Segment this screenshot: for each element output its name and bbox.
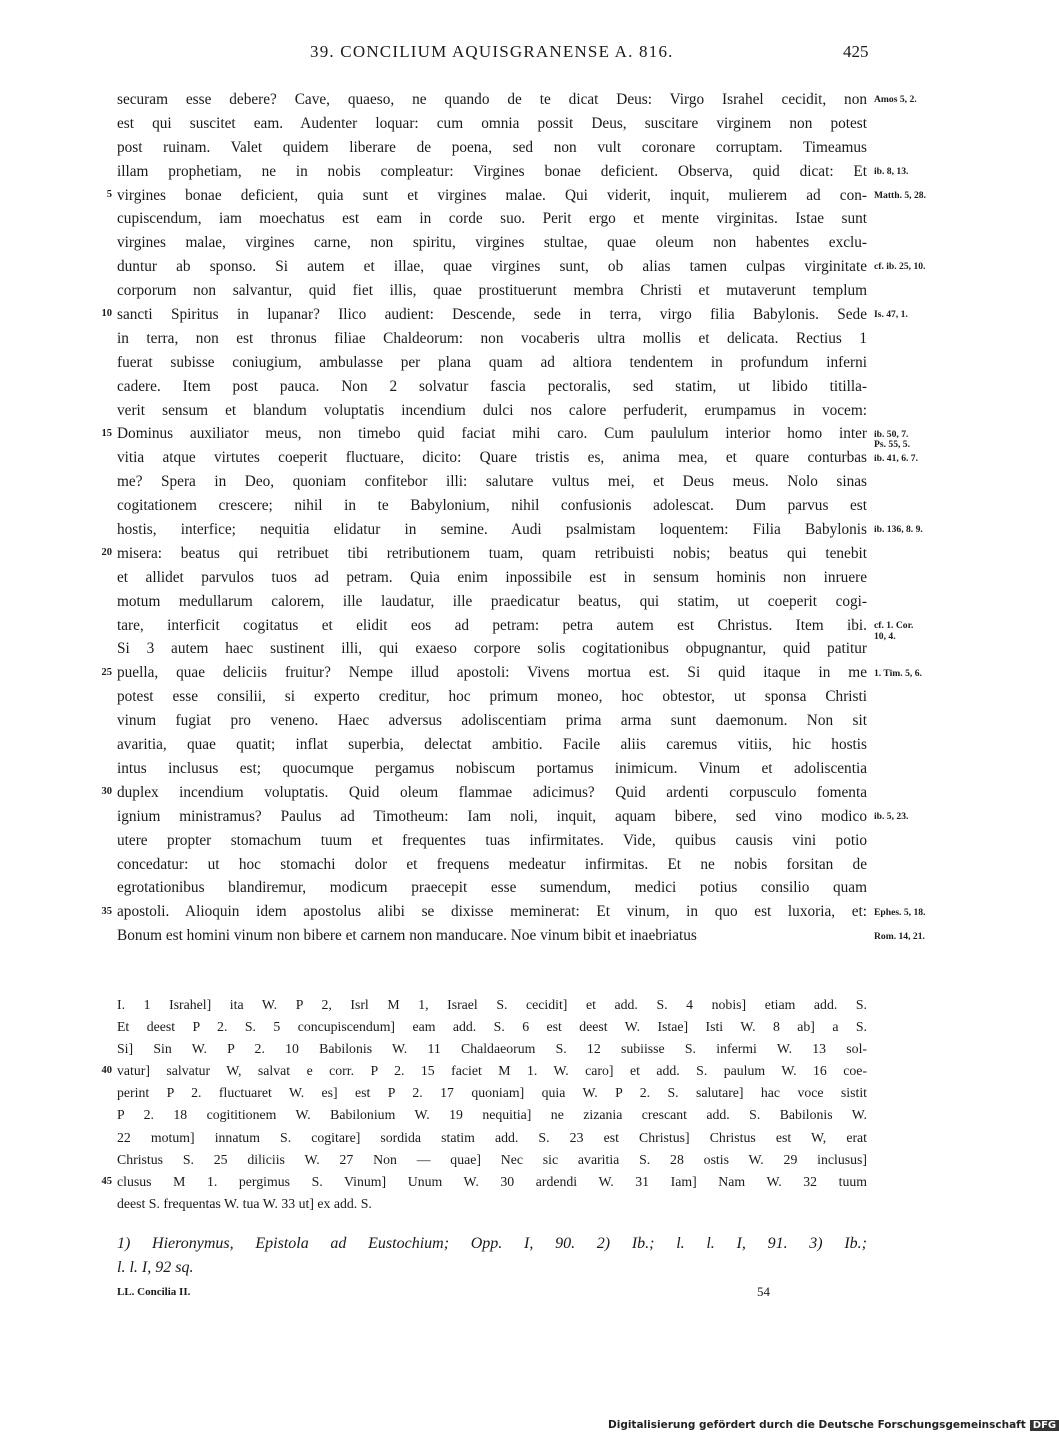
margin-reference: 10, 4. bbox=[874, 630, 896, 642]
line-number: 10 bbox=[101, 308, 112, 320]
line-number: 5 bbox=[106, 188, 112, 200]
apparatus-line: Christus S. 25 diliciis W. 27 Non — quae] Nec sic avaritia S. 28 ostis W. 29 inclusus] bbox=[117, 1151, 867, 1167]
margin-reference: cf. 1. Cor. bbox=[874, 619, 914, 631]
footnotes bbox=[117, 1232, 867, 1280]
text-line: est qui suscitet eam. Audenter loquar: cum omnia possit Deus, suscitare virginem non potest bbox=[117, 114, 867, 132]
text-line: securam esse debere? Cave, quaeso, ne quando de te dicat Deus: Virgo Israhel cecidit, non bbox=[117, 91, 867, 108]
apparatus-line: I. 1 Israhel] ita W. P 2, Isrl M 1, Israel S. cecidit] et add. S. 4 nobis] etiam add. S. bbox=[117, 997, 867, 1012]
apparatus-line: deest S. frequentas W. tua W. 33 ut] ex add. S. bbox=[117, 1195, 372, 1211]
line-number: 40 bbox=[101, 1065, 112, 1077]
critical-apparatus bbox=[117, 994, 867, 1215]
text-line: concedatur: ut hoc stomachi dolor et frequens medeatur infirmitas. Et ne nobis forsitan de bbox=[117, 855, 867, 873]
text-line: Bonum est homini vinum non bibere et carnem non manducare. Noe vinum bibit et inaebriatus bbox=[117, 927, 697, 945]
margin-reference: Matth. 5, 28. bbox=[874, 189, 926, 201]
margin-reference: ib. 50, 7. bbox=[874, 428, 909, 440]
dfg-credit-text: Digitalisierung gefördert durch die Deutsche Forschungsgemeinschaft bbox=[608, 1419, 1026, 1431]
apparatus-line: P 2. 18 cogititionem W. Babilonium W. 19 nequitia] ne zizania crescant add. S. Babilonis W. bbox=[117, 1107, 867, 1123]
dfg-logo: DFG bbox=[1030, 1420, 1059, 1431]
margin-reference: ib. 5, 23. bbox=[874, 811, 909, 822]
margin-reference: ib. 136, 8. 9. bbox=[874, 524, 923, 536]
text-line: verit sensum et blandum voluptatis incendium dulci nos calore perfuderit, erumpamus in vocem: bbox=[117, 401, 867, 419]
apparatus-line: Si] Sin W. P 2. 10 Babilonis W. 11 Chaldaeorum S. 12 subiisse S. infermi W. 13 sol- bbox=[117, 1041, 867, 1057]
text-line: duplex incendium voluptatis. Quid oleum flammae adicimus? Quid ardenti corpusculo fomenta bbox=[117, 783, 867, 801]
text-line: vitia atque virtutes coeperit fluctuare, dicito: Quare tristis es, anima mea, et quare conturbas bbox=[117, 449, 867, 467]
text-line: egrotationibus blandiremur, modicum praecepit esse sumendum, medici potius consilio quam bbox=[117, 879, 867, 897]
collection-signature: LL. Concilia II. bbox=[117, 1286, 191, 1298]
text-line: apostoli. Alioquin idem apostolus alibi se dixisse meminerat: Et vinum, in quo est luxoria, et: bbox=[117, 903, 867, 921]
text-line: me? Spera in Deo, quoniam confitebor illi: salutare vultus mei, et Deus meus. Nolo sinas bbox=[117, 473, 867, 491]
line-number: 20 bbox=[101, 547, 112, 559]
text-line: in terra, non est thronus filiae Chaldeorum: non vocaberis ultra mollis et delicata. Rectius 1 bbox=[117, 329, 867, 347]
text-line: fuerat subisse coniugium, ambulasse per plana quam ad altiora tendentem in profundum inferni bbox=[117, 353, 867, 371]
text-line: illam prophetiam, ne in nobis compleatur: Virgines bonae deficient. Observa, quid dicat: Et bbox=[117, 162, 867, 180]
apparatus-line: clusus M 1. pergimus S. Vinum] Unum W. 30 ardendi W. 31 Iam] Nam W. 32 tuum bbox=[117, 1173, 867, 1189]
margin-reference: Ps. 55, 5. bbox=[874, 439, 910, 451]
text-line: cadere. Item post pauca. Non 2 solvatur fascia pectoralis, sed statim, ut libido titilla- bbox=[117, 377, 867, 395]
text-line: intus inclusus est; quocumque pergamus nobiscum portamus inimicum. Vinum et adoliscentia bbox=[117, 759, 867, 777]
text-line: Dominus auxiliator meus, non timebo quid faciat mihi caro. Cum paululum interior homo inter bbox=[117, 425, 867, 443]
text-line: potest esse consilii, si experto creditur, hoc primum moneo, hoc obtestor, ut sponsa Christi bbox=[117, 688, 867, 706]
running-title: 39. CONCILIUM AQUISGRANENSE A. 816. bbox=[310, 42, 674, 61]
margin-reference: ib. 8, 13. bbox=[874, 165, 909, 177]
text-line: post ruinam. Valet quidem liberare de poena, sed non vult coronare corruptam. Timeamus bbox=[117, 138, 867, 156]
dfg-credit bbox=[608, 1419, 1059, 1431]
margin-reference: 1. Tim. 5, 6. bbox=[874, 667, 922, 679]
text-line: corporum non salvantur, quid fiet illis, quae prostituerunt membra Christi et mutaverunt templum bbox=[117, 282, 867, 300]
text-line: misera: beatus qui retribuet tibi retributionem tuam, quam retribuisti nobis; beatus qui tenebit bbox=[117, 544, 867, 562]
text-line: sancti Spiritus in lupanar? Ilico audient: Descende, sede in terra, virgo filia Babylonis. Sede bbox=[117, 306, 867, 324]
apparatus-line: vatur] salvatur W, salvat e corr. P 2. 15 faciet M 1. W. caro] et add. S. paulum W. 16 coe- bbox=[117, 1063, 867, 1079]
text-line: puella, quae deliciis fruitur? Nempe illud apostoli: Vivens mortua est. Si quid itaque in me bbox=[117, 664, 867, 682]
running-header bbox=[0, 42, 1000, 68]
text-line: virgines malae, virgines carne, non spiritu, virgines stultae, quae oleum non habentes exclu- bbox=[117, 234, 867, 252]
main-text bbox=[117, 88, 867, 948]
text-line: vinum fugiat pro veneno. Haec adversus adoliscentiam prima arma sunt daemonum. Non sit bbox=[117, 712, 867, 730]
margin-reference: Rom. 14, 21. bbox=[874, 930, 925, 942]
text-line: et allidet parvulos tuos ad petram. Quia enim inpossibile est in sensum hominis non inruere bbox=[117, 568, 867, 586]
text-line: Si 3 autem haec sustinent illi, qui exaeso corpore solis cogitationibus obpugnantur, quid patitur bbox=[117, 640, 867, 658]
margin-reference: cf. ib. 25, 10. bbox=[874, 261, 926, 273]
text-line: virgines bonae deficient, quia sunt et virgines malae. Qui viderit, inquit, mulierem ad con- bbox=[117, 186, 867, 204]
line-number: 25 bbox=[101, 666, 112, 678]
apparatus-line: perint P 2. fluctuaret W. es] est P 2. 17 quoniam] quia W. P 2. S. salutare] hac voce sistit bbox=[117, 1085, 867, 1101]
text-line: cogitationem crescere; nihil in te Babylonium, nihil confusionis adolescat. Dum parvus est bbox=[117, 497, 867, 515]
margin-reference: Amos 5, 2. bbox=[874, 94, 917, 105]
apparatus-line: 22 motum] innatum S. cogitare] sordida statim add. S. 23 est Christus] Christus est W, erat bbox=[117, 1129, 867, 1145]
margin-reference: ib. 41, 6. 7. bbox=[874, 452, 918, 464]
text-line: hostis, interfice; nequitia elidatur in semine. Audi psalmistam loquentem: Filia Babylonis bbox=[117, 521, 867, 539]
line-number: 30 bbox=[101, 786, 112, 798]
text-line: utere propter stomachum tuum et frequentes tuas infirmitates. Vide, quibus causis vini potio bbox=[117, 831, 867, 849]
text-line: avaritia, quae quatit; inflat superbia, delectat ambitio. Facile aliis caremus vitiis, hic hostis bbox=[117, 736, 867, 754]
sheet-signature: 54 bbox=[757, 1284, 770, 1299]
margin-reference: Ephes. 5, 18. bbox=[874, 906, 926, 918]
text-line: cupiscendum, iam moechatus est eam in corde suo. Perit ergo et mente virginitas. Istae sunt bbox=[117, 210, 867, 228]
text-line: motum medullarum calorem, ille laudatur, ille praedicatur beatus, qui statim, ut coeperit cogi- bbox=[117, 592, 867, 610]
text-line: ignium ministramus? Paulus ad Timotheum: Iam noli, inquit, aquam bibere, sed vino modico bbox=[117, 807, 867, 825]
line-number: 15 bbox=[101, 427, 112, 439]
page-number: 425 bbox=[843, 42, 869, 61]
text-line: duntur ab sponso. Si autem et illae, quae virgines sunt, ob alias tamen culpas virginitate bbox=[117, 258, 867, 276]
margin-reference: Is. 47, 1. bbox=[874, 309, 908, 321]
footnote-line: l. l. I, 92 sq. bbox=[117, 1259, 194, 1276]
text-line: tare, interficit cogitatus et elidit eos ad petram: petra autem est Christus. Item ibi. bbox=[117, 616, 867, 634]
line-number: 45 bbox=[101, 1175, 112, 1187]
apparatus-line: Et deest P 2. S. 5 concupiscendum] eam add. S. 6 est deest W. Istae] Isti W. 8 ab] a S. bbox=[117, 1019, 867, 1035]
footnote-line: 1) Hieronymus, Epistola ad Eustochium; Opp. I, 90. 2) Ib.; l. l. I, 91. 3) Ib.; bbox=[117, 1235, 867, 1252]
line-number: 35 bbox=[101, 905, 112, 917]
